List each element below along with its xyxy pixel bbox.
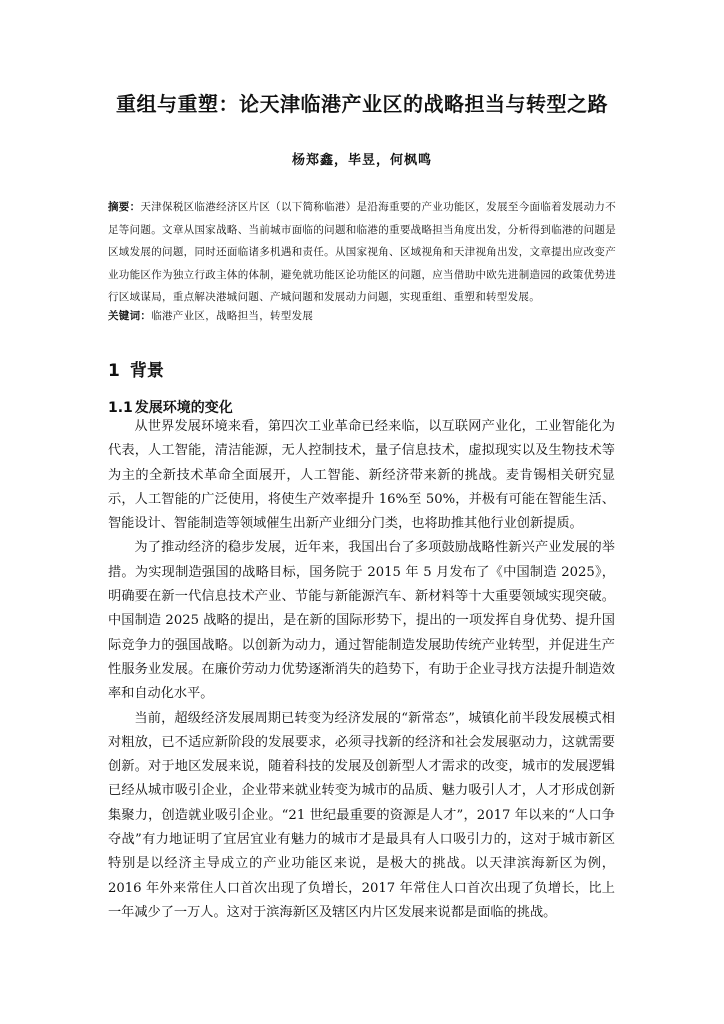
abstract-text: 天津保税区临港经济区片区（以下简称临港）是沿海重要的产业功能区，发展至今面临着发展动力不足等问题。文章从国家战略、当前城市面临的问题和临港的重要战略担当角度出发，分析得到临港的问题是区域发展的问题，同时还面临诸多机遇和责任。从国家视角、区域视角和天津视角出发，文章提出应改变产业功能区作为独立行政主体的体制，避免就功能区论功能区的问题，应当借助中欧先进制造园的政策优势进行区域谋局，重点解决港城问题、产城问题和发展动力问题，实现重组、重塑和转型发展。: [108, 201, 617, 303]
section-heading: [108, 356, 164, 381]
paragraph: 当前，超级经济发展周期已转变为经济发展的“新常态”，城镇化前半段发展模式相对粗放，已不适应新阶段的发展要求，必须寻找新的经济和社会发展驱动力，这就需要创新。对于地区发展来说，随着科技的发展及创新型人才需求的改变，城市的发展逻辑已经从城市吸引企业，企业带来就业转变为城市的品质、魅力吸引人才，人才形成创新集聚力，创造就业吸引企业。“21 世纪最重要的资源是人才”，2017 年以来的“人口争夺战”有力地证明了宜居宜业有魅力的城市才是最具有人口吸引力的，这对于城市新区特别是以经济主导成立的产业功能区来说，是极大的挑战。以天津滨海新区为例，2016 年外来常住人口首次出现了负增长，2017 年常住人口首次出现了负增长，比上一年减少了一万人。这对于滨海新区及辖区内片区发展来说都是面临的挑战。: [108, 710, 615, 920]
paragraph: 从世界发展环境来看，第四次工业革命已经来临，以互联网产业化，工业智能化为代表，人工智能，清洁能源，无人控制技术，量子信息技术，虚拟现实以及生物技术等为主的全新技术革命全面展开，人工智能、新经济带来新的挑战。麦肯锡相关研究显示，人工智能的广泛使用，将使生产效率提升 16%至 50%，并极有可能在智能生活、智能设计、智能制造等领域催生出新产业细分门类，也将助推其他行业创新提质。: [108, 419, 615, 532]
paper-title: 重组与重塑：论天津临港产业区的战略担当与转型之路: [116, 92, 608, 116]
subsection-heading: [108, 397, 233, 417]
subsection-title: 发展环境的变化: [134, 400, 233, 416]
keywords-text: 临港产业区，战略担当，转型发展: [151, 310, 314, 322]
paper-authors: 杨郑鑫，毕昱，何枫鸣: [291, 153, 432, 168]
abstract-label: 摘要：: [108, 201, 141, 213]
paragraph: 为了推动经济的稳步发展，近年来，我国出台了多项鼓励战略性新兴产业发展的举措。为实现制造强国的战略目标，国务院于 2015 年 5 月发布了《中国制造 2025》，明确要在新一代信息技术产业、节能与新能源汽车、新材料等十大重要领域实现突破。中国制造 2025 战略的提出，是在新的国际形势下，提出的一项发挥自身优势、提升国际竞争力的强国战略。以创新为动力，通过智能制造发展助传统产业转型，并促进生产性服务业发展。在廉价劳动力优势逐渐消失的趋势下，有助于企业寻找方法提升制造效率和自动化水平。: [108, 540, 615, 702]
body-text: [108, 415, 615, 925]
subsection-number: 1.1: [108, 400, 133, 416]
keywords: [108, 308, 616, 323]
section-title: 背景: [129, 361, 164, 381]
section-number: 1: [108, 361, 120, 381]
abstract: [108, 196, 616, 309]
keywords-label: 关键词：: [108, 310, 152, 322]
